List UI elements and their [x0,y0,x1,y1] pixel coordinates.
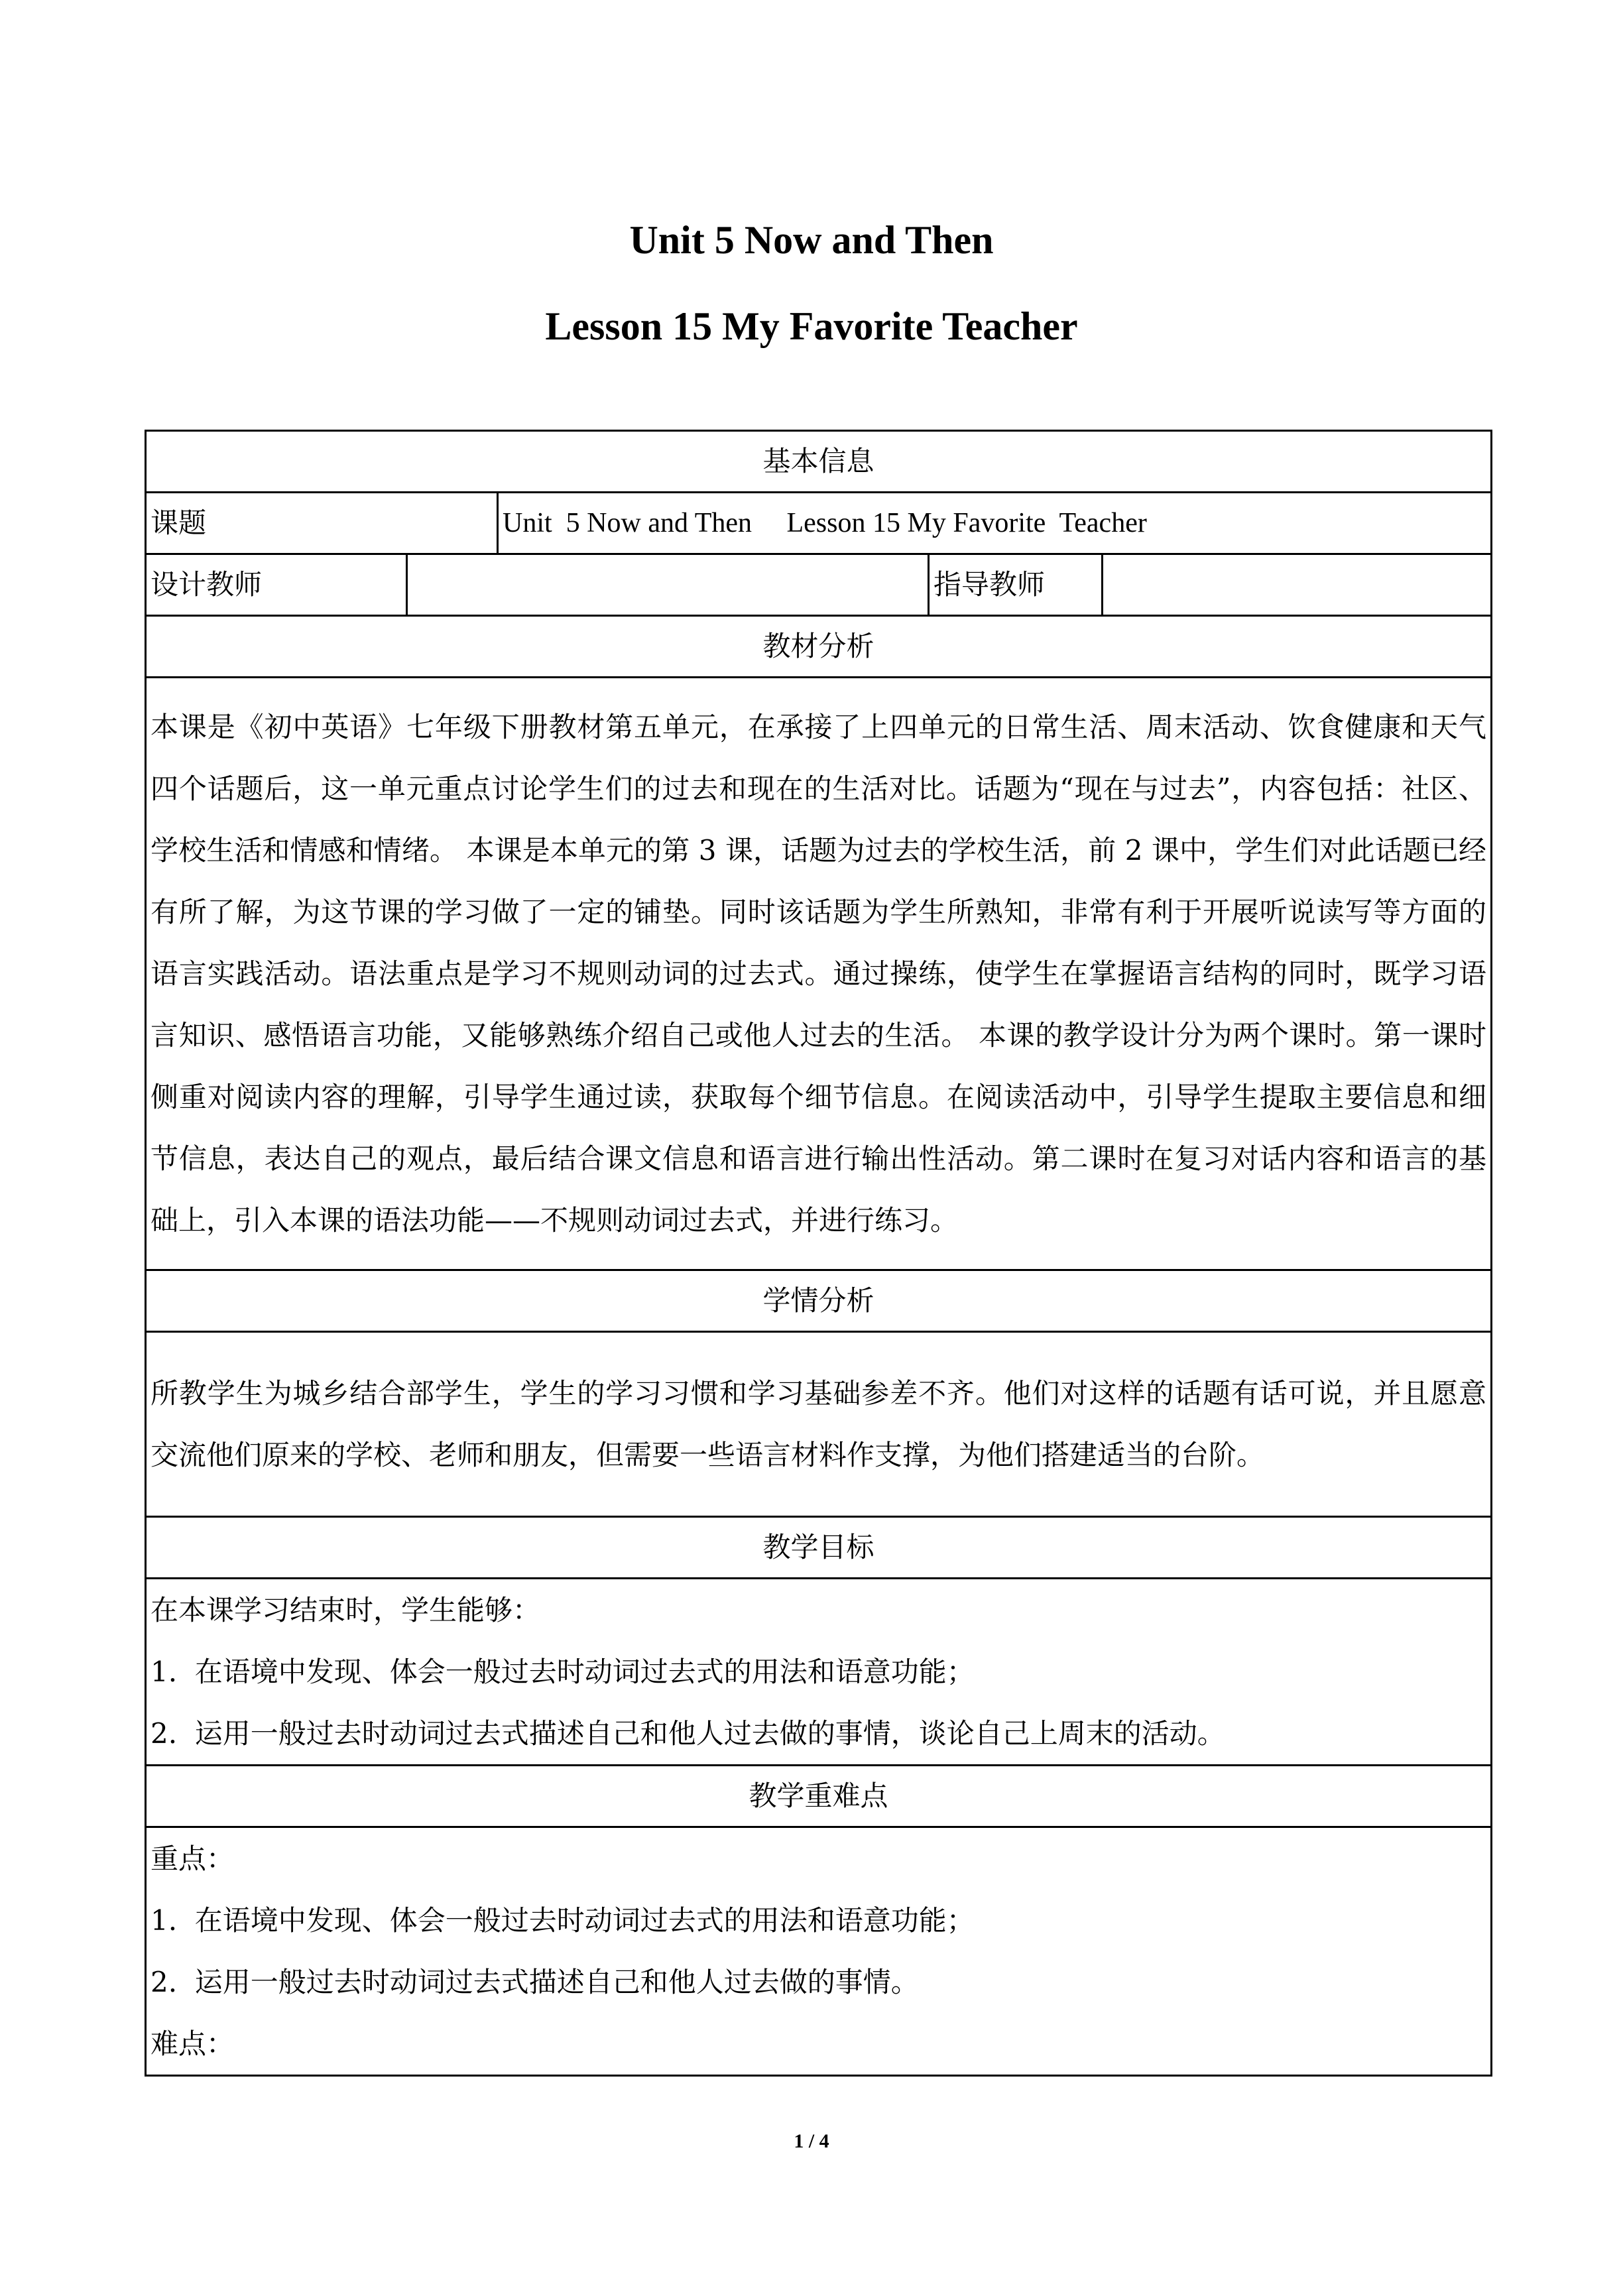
topic-label: 课题 [146,493,498,554]
basic-info-heading-row [146,431,1492,493]
material-analysis-heading-row [146,616,1492,678]
material-analysis-row [146,678,1492,1270]
page-number: 1 / 4 [794,2130,829,2152]
basic-info-heading: 基本信息 [146,431,1492,493]
key-points-cell [146,1827,1492,2076]
lesson-title: Lesson 15 My Favorite Teacher [545,304,1078,348]
objectives-item-1: 1. 在语境中发现、体会一般过去时动词过去式的用法和语意功能； [150,1656,975,1688]
objectives-item-2: 2. 运用一般过去时动词过去式描述自己和他人过去做的事情，谈论自己上周末的活动。 [150,1717,1225,1750]
objectives-intro: 在本课学习结束时，学生能够： [150,1594,541,1626]
key-points-row [146,1827,1492,2076]
key-points-heading: 教学重难点 [146,1766,1492,1827]
key-points-heading-row [146,1766,1492,1827]
key-points-item-1: 1. 在语境中发现、体会一般过去时动词过去式的用法和语意功能； [150,1904,975,1937]
objectives-heading-row [146,1517,1492,1579]
material-analysis-text: 本课是《初中英语》七年级下册教材第五单元，在承接了上四单元的日常生活、周末活动、饮食健康和天气四个话题后，这一单元重点讨论学生们的过去和现在的生活对比。话题为“现在与过去”，内容包括：社区、学校生活和情感和情绪。 本课是本单元的第 3 课，话题为过去的学校生活，前 2 课中，学生们对此话题已经有所了解，为这节课的学习做了一定的铺垫。同时该话题为学生所熟知，非常有利于开展听说读写等方面的语言实践活动。语法重点是学习不规则动词的过去式。通过操练，使学生在掌握语言结构的同时，既学习语言知识、感悟语言功能，又能够熟练介绍自己或他人过去的生活。 本课的教学设计分为两个课时。第一课时侧重对阅读内容的理解，引导学生通过读，获取每个细节信息。在阅读活动中，引导学生提取主要信息和细节信息，表达自己的观点，最后结合课文信息和语言进行输出性活动。第二课时在复习对话内容和语言的基础上，引入本课的语法功能——不规则动词过去式，并进行练习。 [146,678,1492,1270]
student-analysis-row [146,1332,1492,1517]
material-analysis-heading: 教材分析 [146,616,1492,678]
student-analysis-heading: 学情分析 [146,1270,1492,1332]
objectives-cell [146,1579,1492,1766]
objectives-heading: 教学目标 [146,1517,1492,1579]
topic-value: Unit 5 Now and Then Lesson 15 My Favorite Teacher [498,493,1492,554]
key-points-label: 重点： [150,1843,235,1875]
student-analysis-text: 所教学生为城乡结合部学生，学生的学习习惯和学习基础参差不齐。他们对这样的话题有话可说，并且愿意交流他们原来的学校、老师和朋友，但需要一些语言材料作支撑，为他们搭建适当的台阶。 [146,1332,1492,1517]
designer-value [407,554,929,616]
objectives-row [146,1579,1492,1766]
lesson-plan-table [145,430,1492,2077]
advisor-value [1103,554,1492,616]
unit-title: Unit 5 Now and Then [629,218,994,262]
student-analysis-heading-row [146,1270,1492,1332]
key-points-item-2: 2. 运用一般过去时动词过去式描述自己和他人过去做的事情。 [150,1966,919,1998]
topic-row [146,493,1492,554]
designer-label: 设计教师 [146,554,407,616]
advisor-label: 指导教师 [929,554,1103,616]
difficult-points-label: 难点： [150,2027,235,2060]
teacher-row [146,554,1492,616]
